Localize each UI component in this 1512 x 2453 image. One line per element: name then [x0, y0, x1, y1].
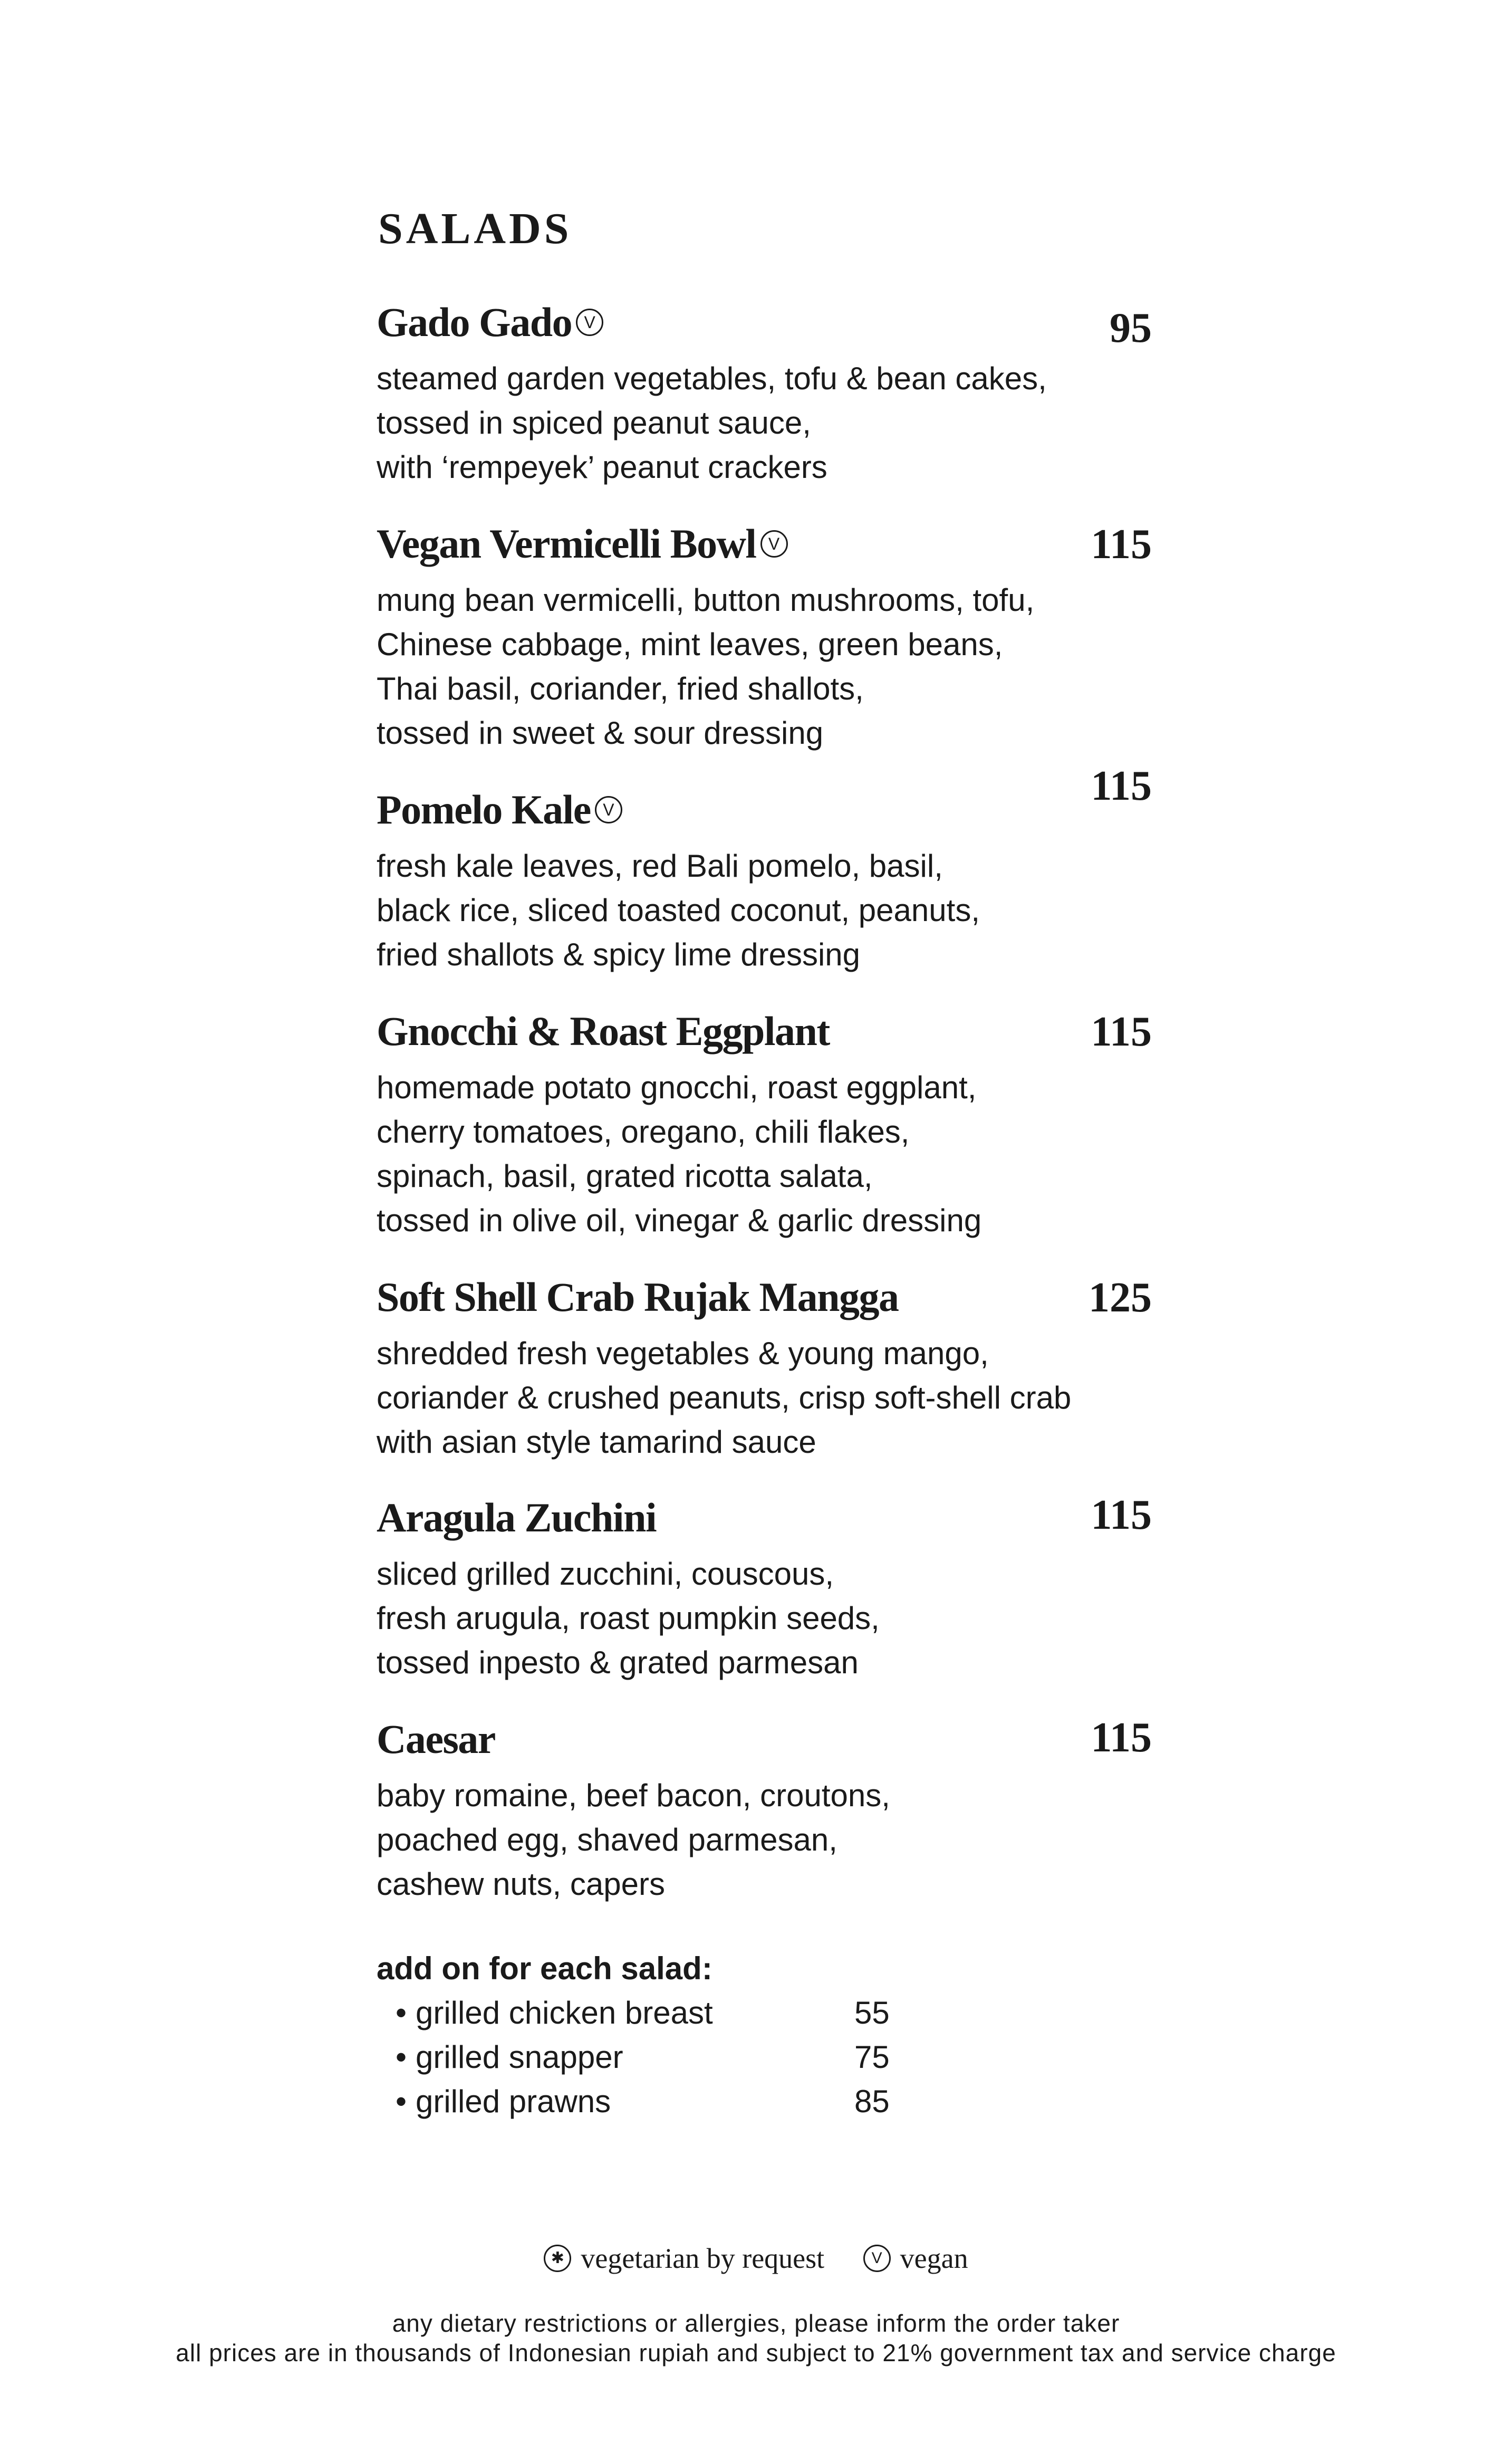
addon-price: 85 [854, 2084, 890, 2119]
item-price: 115 [1091, 1714, 1152, 1761]
legend-vegetarian [544, 2240, 824, 2277]
menu-item-gnocchi-roast-eggplant [377, 1008, 1152, 1243]
description-line: Chinese cabbage, mint leaves, green beans, [377, 627, 1003, 662]
item-description [377, 1552, 1152, 1685]
item-name-text: Caesar [377, 1716, 495, 1762]
bullet: • [396, 2039, 407, 2075]
description-line: fried shallots & spicy lime dressing [377, 937, 861, 972]
description-line: tossed in spiced peanut sauce, [377, 405, 811, 440]
item-name [377, 299, 603, 345]
vegan-icon: V [863, 2245, 891, 2272]
addon-row [377, 2080, 904, 2124]
item-name [377, 1008, 830, 1054]
addon-price: 75 [854, 2039, 890, 2075]
item-name-text: Gnocchi & Roast Eggplant [377, 1008, 830, 1054]
item-name [377, 789, 622, 830]
menu-item-soft-shell-crab-rujak-mangga [377, 1274, 1152, 1464]
item-description [377, 1331, 1152, 1464]
description-line: tossed inpesto & grated parmesan [377, 1645, 859, 1680]
item-name-text: Vegan Vermicelli Bowl [377, 521, 756, 567]
addon-section [377, 1947, 904, 2124]
description-line: cherry tomatoes, oregano, chili flakes, [377, 1114, 910, 1149]
description-line: fresh arugula, roast pumpkin seeds, [377, 1601, 880, 1636]
item-description [377, 357, 1152, 490]
addon-label: grilled chicken breast [416, 1995, 713, 2030]
section-title: SALADS [378, 204, 572, 253]
item-name [377, 1716, 495, 1762]
bullet: • [396, 2084, 407, 2119]
description-line: shredded fresh vegetables & young mango, [377, 1336, 989, 1371]
description-line: Thai basil, coriander, fried shallots, [377, 671, 864, 706]
item-name [377, 1274, 899, 1320]
addon-label: grilled snapper [416, 2039, 623, 2075]
item-price: 115 [1091, 1492, 1152, 1538]
legend-vegan-label: vegan [900, 2243, 968, 2274]
item-price: 115 [1091, 1009, 1152, 1055]
addon-title: add on for each salad: [377, 1951, 712, 1986]
description-line: cashew nuts, capers [377, 1866, 665, 1902]
legend-vegetarian-label: vegetarian by request [581, 2243, 825, 2274]
description-line: black rice, sliced toasted coconut, peanuts, [377, 893, 980, 928]
bullet: • [396, 1995, 407, 2030]
addon-row [377, 1991, 904, 2035]
menu-item-gado-gado [377, 299, 1152, 490]
vegan-icon: V [576, 309, 603, 336]
footer-note-prices: all prices are in thousands of Indonesian rupiah and subject to 21% government tax and service charge [176, 2339, 1336, 2366]
addon-row [377, 2035, 904, 2080]
description-line: poached egg, shaved parmesan, [377, 1822, 837, 1857]
vegan-icon: V [760, 530, 788, 558]
description-line: tossed in olive oil, vinegar & garlic dressing [377, 1203, 982, 1238]
item-name-text: Aragula Zuchini [377, 1494, 657, 1540]
description-line: baby romaine, beef bacon, croutons, [377, 1778, 890, 1813]
vegan-icon: V [595, 796, 622, 823]
item-description [377, 1066, 1152, 1243]
addon-price: 55 [854, 1995, 890, 2030]
item-price: 115 [1091, 763, 1152, 809]
item-name [377, 1494, 657, 1540]
description-line: sliced grilled zucchini, couscous, [377, 1556, 834, 1592]
item-name-text: Gado Gado [377, 299, 572, 345]
item-name-text: Soft Shell Crab Rujak Mangga [377, 1274, 899, 1320]
description-line: with asian style tamarind sauce [377, 1424, 816, 1460]
legend-vegan [863, 2240, 968, 2277]
description-line: fresh kale leaves, red Bali pomelo, basil, [377, 848, 943, 884]
menu-item-caesar [377, 1714, 1152, 1906]
description-line: mung bean vermicelli, button mushrooms, tofu, [377, 582, 1035, 618]
addon-label: grilled prawns [416, 2084, 611, 2119]
item-name [377, 521, 788, 567]
menu-item-aragula-zuchini [377, 1492, 1152, 1685]
item-description [377, 844, 1152, 977]
item-description [377, 1774, 1152, 1906]
item-name-text: Pomelo Kale [377, 787, 591, 832]
description-line: with ‘rempeyek’ peanut crackers [377, 449, 827, 485]
legend [0, 2235, 1512, 2277]
menu-item-pomelo-kale [377, 763, 1152, 977]
vegetarian-icon: ✱ [544, 2245, 571, 2272]
item-price: 125 [1089, 1275, 1152, 1321]
item-price: 115 [1091, 521, 1152, 568]
description-line: coriander & crushed peanuts, crisp soft-shell crab [377, 1380, 1072, 1415]
description-line: homemade potato gnocchi, roast eggplant, [377, 1070, 977, 1105]
footer-note-dietary: any dietary restrictions or allergies, please inform the order taker [392, 2310, 1120, 2337]
menu-item-vegan-vermicelli-bowl [377, 523, 1152, 755]
item-description [377, 578, 1152, 755]
description-line: tossed in sweet & sour dressing [377, 715, 824, 751]
description-line: steamed garden vegetables, tofu & bean cakes, [377, 361, 1047, 396]
item-price: 95 [1110, 305, 1152, 351]
description-line: spinach, basil, grated ricotta salata, [377, 1158, 873, 1194]
